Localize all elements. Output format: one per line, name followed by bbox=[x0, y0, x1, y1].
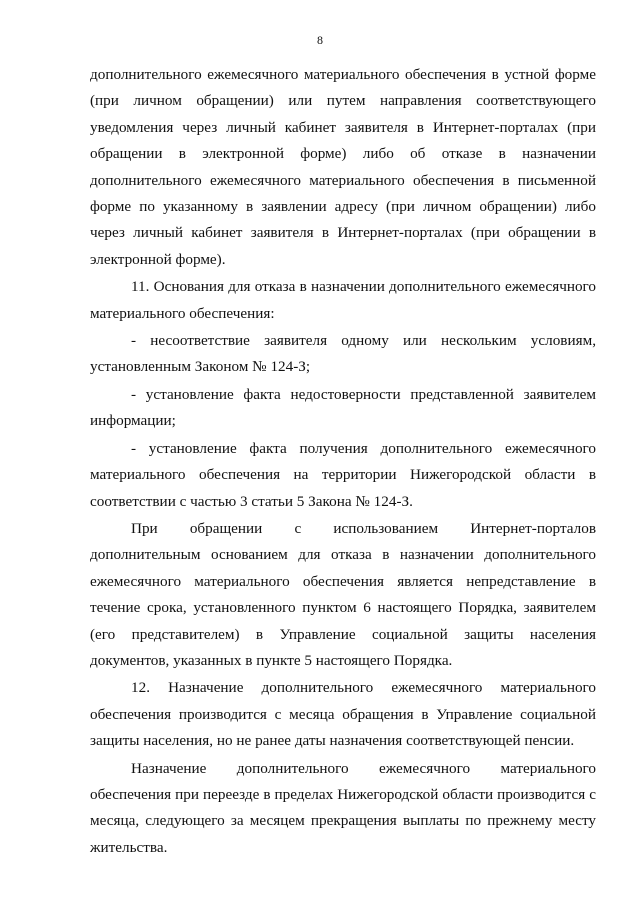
paragraph-item-11: 11. Основания для отказа в назначении дополнительного ежемесячного материального обеспечения: bbox=[90, 278, 596, 322]
paragraph-item-12: 12. Назначение дополнительного ежемесячного материального обеспечения производится с месяца обращения в Управление социальной защиты населения, но не ранее даты назначения соответствующей пенсии. bbox=[90, 679, 596, 750]
document-body bbox=[90, 62, 596, 861]
paragraph-list-item: - установление факта недостоверности представленной заявителем информации; bbox=[90, 385, 596, 430]
paragraph-relocation: Назначение дополнительного ежемесячного материального обеспечения при переезде в пределах Нижегородской области производится с месяца, следующего за месяцем прекращения выплаты по прежнему месту жительства. bbox=[90, 759, 596, 856]
paragraph-internet-portals: При обращении с использованием Интернет-порталов дополнительным основанием для отказа в назначении дополнительного ежемесячного материального обеспечения является непредставление в течение срока, установленного пунктом 6 настоящего Порядка, заявителем (его представителем) в Управление социальной защиты населения документов, указанных в пункте 5 настоящего Порядка. bbox=[90, 519, 596, 669]
paragraph-list-item: - установление факта получения дополнительного ежемесячного материального обеспечения на территории Нижегородской области в соответствии с частью 3 статьи 5 Закона № 124-З. bbox=[90, 439, 596, 510]
paragraph-continuation: дополнительного ежемесячного материального обеспечения в устной форме (при личном обращении) или путем направления соответствующего уведомления через личный кабинет заявителя в Интернет-порталах (при обращении в электронной форме) либо об отказе в назначении дополнительного ежемесячного материального обеспечения в письменной форме по указанному в заявлении адресу (при личном обращении) либо через личный кабинет заявителя в Интернет-порталах (при обращении в электронной форме). bbox=[90, 66, 596, 268]
paragraph-list-item: - несоответствие заявителя одному или нескольким условиям, установленным Законом № 124-З; bbox=[90, 332, 596, 376]
page-number: 8 bbox=[317, 33, 323, 47]
